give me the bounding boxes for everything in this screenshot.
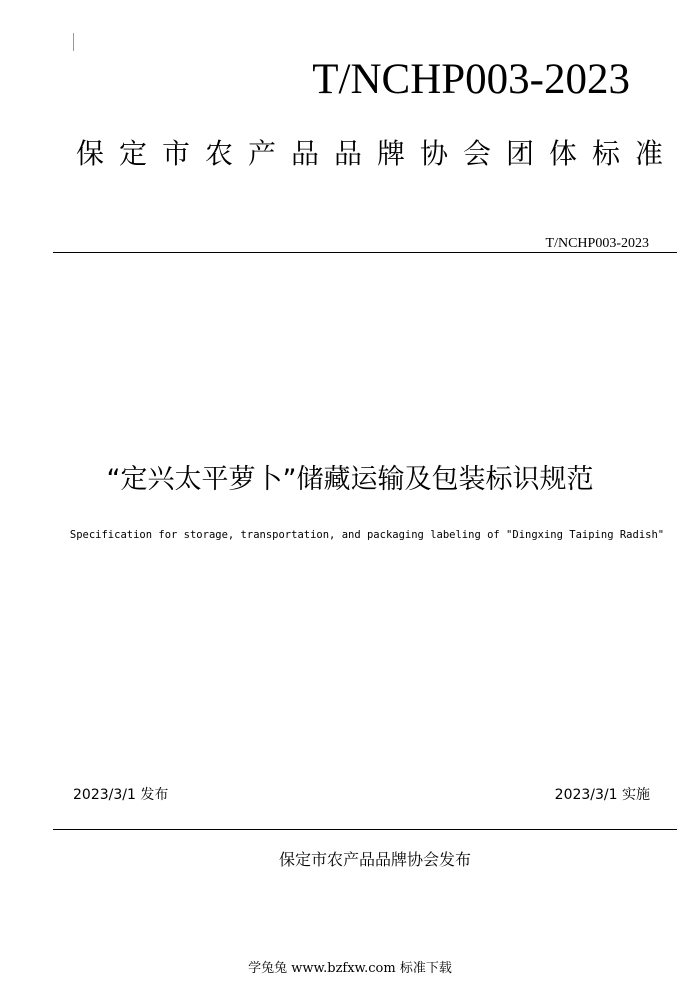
publisher-label: 保定市农产品品牌协会发布: [278, 850, 471, 869]
header-divider: [53, 252, 677, 253]
implement-date: 2023/3/1 实施: [554, 787, 650, 803]
publish-date: 2023/3/1 发布: [73, 787, 169, 803]
document-title-english: Specification for storage, transportation, and packaging labeling of "Dingxing Taiping Radish": [69, 529, 665, 541]
standard-code-heading: T/NCHP003-2023: [312, 56, 630, 103]
footer-divider: [53, 829, 677, 830]
document-title-chinese: “定兴太平萝卜”储藏运输及包装标识规范: [106, 464, 594, 495]
corner-mark: [73, 33, 74, 51]
standard-code-small: T/NCHP003-2023: [545, 236, 649, 251]
organization-standard-label: 保定市农产品品牌协会团体标准: [76, 137, 679, 170]
download-watermark: 学兔兔 www.bzfxw.com 标准下载: [248, 961, 452, 976]
